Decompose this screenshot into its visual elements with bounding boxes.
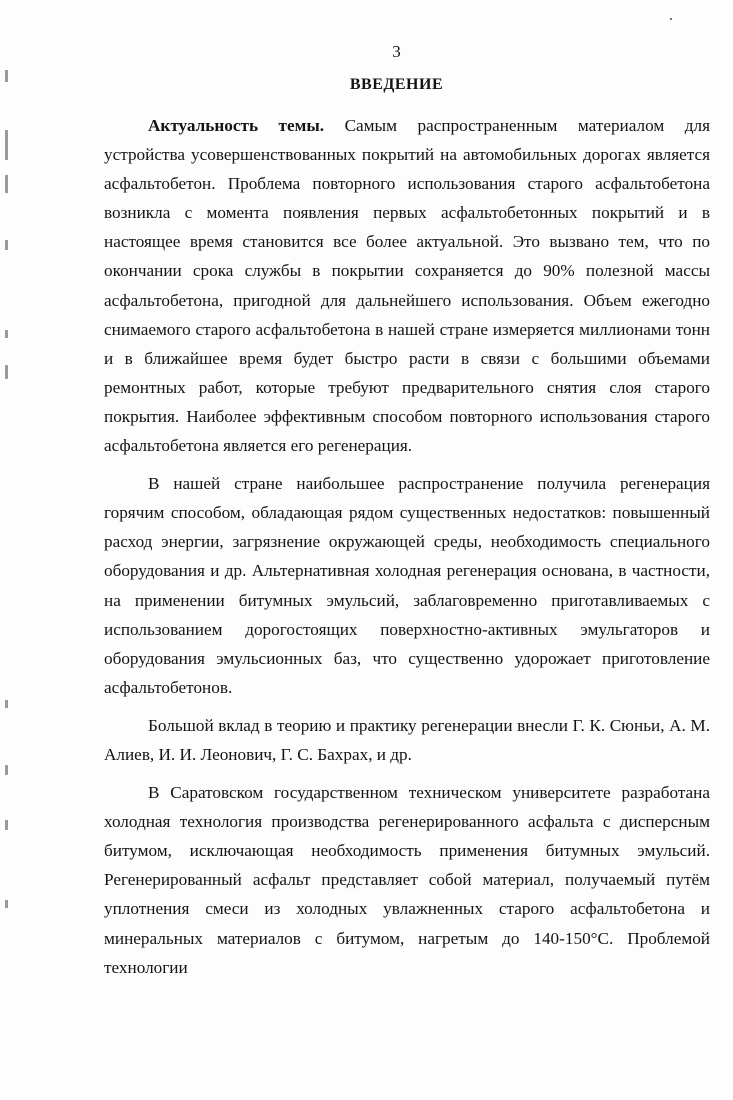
page-number: 3 <box>392 42 401 61</box>
body-text <box>104 111 710 982</box>
scan-dust-mark <box>670 18 672 20</box>
scan-edge-mark <box>5 365 8 379</box>
scan-edge-mark <box>5 330 8 338</box>
scan-edge-mark <box>5 240 8 250</box>
paragraph-text: Самым распространенным материалом для устройства усовершенствованных покрытий на автомобильных дорогах является асфальтобетон. Проблема повторного использования старого асфальтобетона возникла с момента появления первых асфальтобетонных покрытий и в настоящее время становится все более актуальной. Это вызвано тем, что по окончании срока службы в покрытии сохраняется до 90% полезной массы асфальтобетона, пригодной для дальнейшего использования. Объем ежегодно снимаемого старого асфальтобетона в нашей стране измеряется миллионами тонн и в ближайшее время будет быстро расти в связи с большими объемами ремонтных работ, которые требуют предварительного снятия слоя старого покрытия. Наиболее эффективным способом повторного использования старого асфальтобетона является его регенерация. <box>104 116 710 456</box>
paragraph-relevance <box>104 111 710 460</box>
scan-edge-mark <box>5 700 8 708</box>
paragraph-lead: Актуальность темы. <box>148 116 325 135</box>
scan-edge-mark <box>5 820 8 830</box>
section-heading: ВВЕДЕНИЕ <box>349 76 444 93</box>
paragraph-saratov-technology: В Саратовском государственном техническом университете разработана холодная технология производства регенерированного асфальта с дисперсным битумом, исключающая необходимость применения битумных эмульсий. Регенерированный асфальт представляет собой материал, получаемый путём уплотнения смеси из холодных увлажненных старого асфальтобетона и минеральных материалов с битумом, нагретым до 140-150°С. Проблемой технологии <box>104 783 710 977</box>
scan-edge-mark <box>5 70 8 82</box>
paragraph-regeneration-methods: В нашей стране наибольшее распространение получила регенерация горячим способом, обладающая рядом существенных недостатков: повышенный расход энергии, загрязнение окружающей среды, необходимость специального оборудования и др. Альтернативная холодная регенерация основана, в частности, на применении битумных эмульсий, заблаговременно приготавливаемых с использованием дорогостоящих поверхностно-активных эмульгаторов и оборудования эмульсионных баз, что существенно удорожает приготовление асфальтобетонов. <box>104 474 710 697</box>
scan-edge-mark <box>5 175 8 193</box>
scan-edge-mark <box>5 130 8 160</box>
scan-edge-mark <box>5 765 8 775</box>
scan-edge-mark <box>5 900 8 908</box>
paragraph-contributors: Большой вклад в теорию и практику регенерации внесли Г. К. Сюньи, А. М. Алиев, И. И. Леонович, Г. С. Бахрах, и др. <box>104 715 710 764</box>
